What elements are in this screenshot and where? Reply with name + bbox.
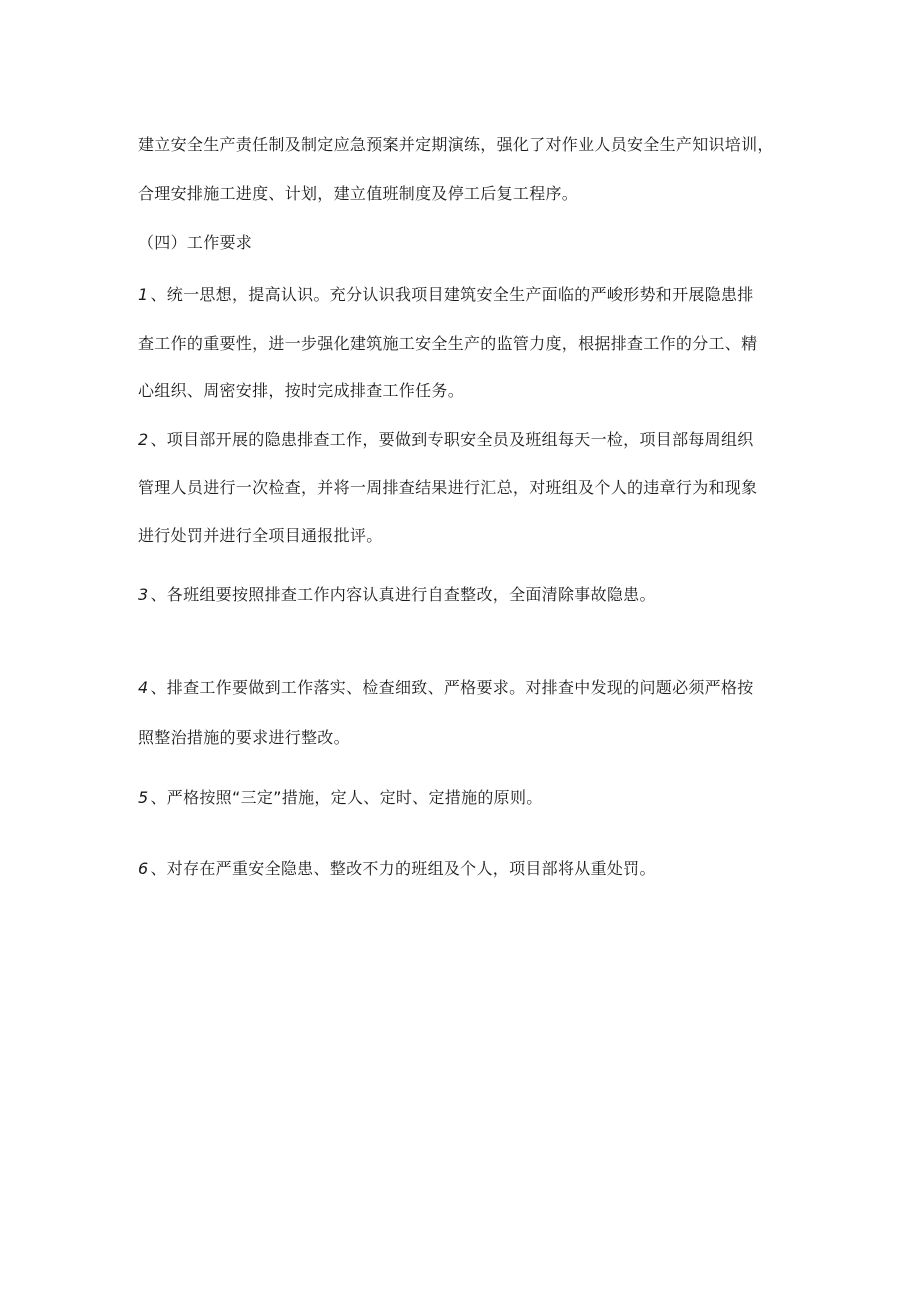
item-3-line-1 — [138, 584, 656, 606]
item-5-number: 5 — [138, 788, 149, 807]
item-3-text: 、各班组要按照排查工作内容认真进行自查整改，全面清除事故隐患。 — [150, 585, 656, 604]
item-1-line-1 — [138, 284, 754, 306]
item-6-text: 、对存在严重安全隐患、整改不力的班组及个人，项目部将从重处罚。 — [150, 859, 656, 878]
item-4-line-1 — [138, 677, 754, 699]
item-5-text: 、严格按照“三定”措施，定人、定时、定措施的原则。 — [150, 788, 543, 807]
item-4-number: 4 — [138, 678, 149, 697]
item-2-line-1 — [138, 429, 754, 451]
item-2-line-3: 进行处罚并进行全项目通报批评。 — [138, 526, 383, 545]
item-2-number: 2 — [138, 430, 149, 449]
item-4-line-2: 照整治措施的要求进行整改。 — [138, 728, 350, 747]
item-1-text: 、统一思想，提高认识。充分认识我项目建筑安全生产面临的严峻形势和开展隐患排 — [150, 285, 754, 304]
item-4-text: 、排查工作要做到工作落实、检查细致、严格要求。对排查中发现的问题必须严格按 — [150, 678, 754, 697]
item-1-line-3: 心组织、周密安排，按时完成排查工作任务。 — [138, 381, 465, 400]
item-6-line-1 — [138, 858, 656, 880]
item-2-line-2: 管理人员进行一次检查，并将一周排查结果进行汇总，对班组及个人的违章行为和现象 — [138, 478, 758, 497]
item-3-number: 3 — [138, 585, 149, 604]
intro-line-1: 建立安全生产责任制及制定应急预案并定期演练，强化了对作业人员安全生产知识培训， — [138, 135, 774, 154]
section-heading: （四）工作要求 — [138, 233, 253, 252]
item-5-line-1 — [138, 787, 543, 809]
intro-line-2: 合理安排施工进度、计划，建立值班制度及停工后复工程序。 — [138, 184, 579, 203]
item-2-text: 、项目部开展的隐患排查工作，要做到专职安全员及班组每天一检，项目部每周组织 — [150, 430, 754, 449]
item-1-line-2: 查工作的重要性，进一步强化建筑施工安全生产的监管力度，根据排查工作的分工、精 — [138, 334, 758, 353]
item-1-number: 1 — [138, 285, 149, 304]
item-6-number: 6 — [138, 859, 149, 878]
